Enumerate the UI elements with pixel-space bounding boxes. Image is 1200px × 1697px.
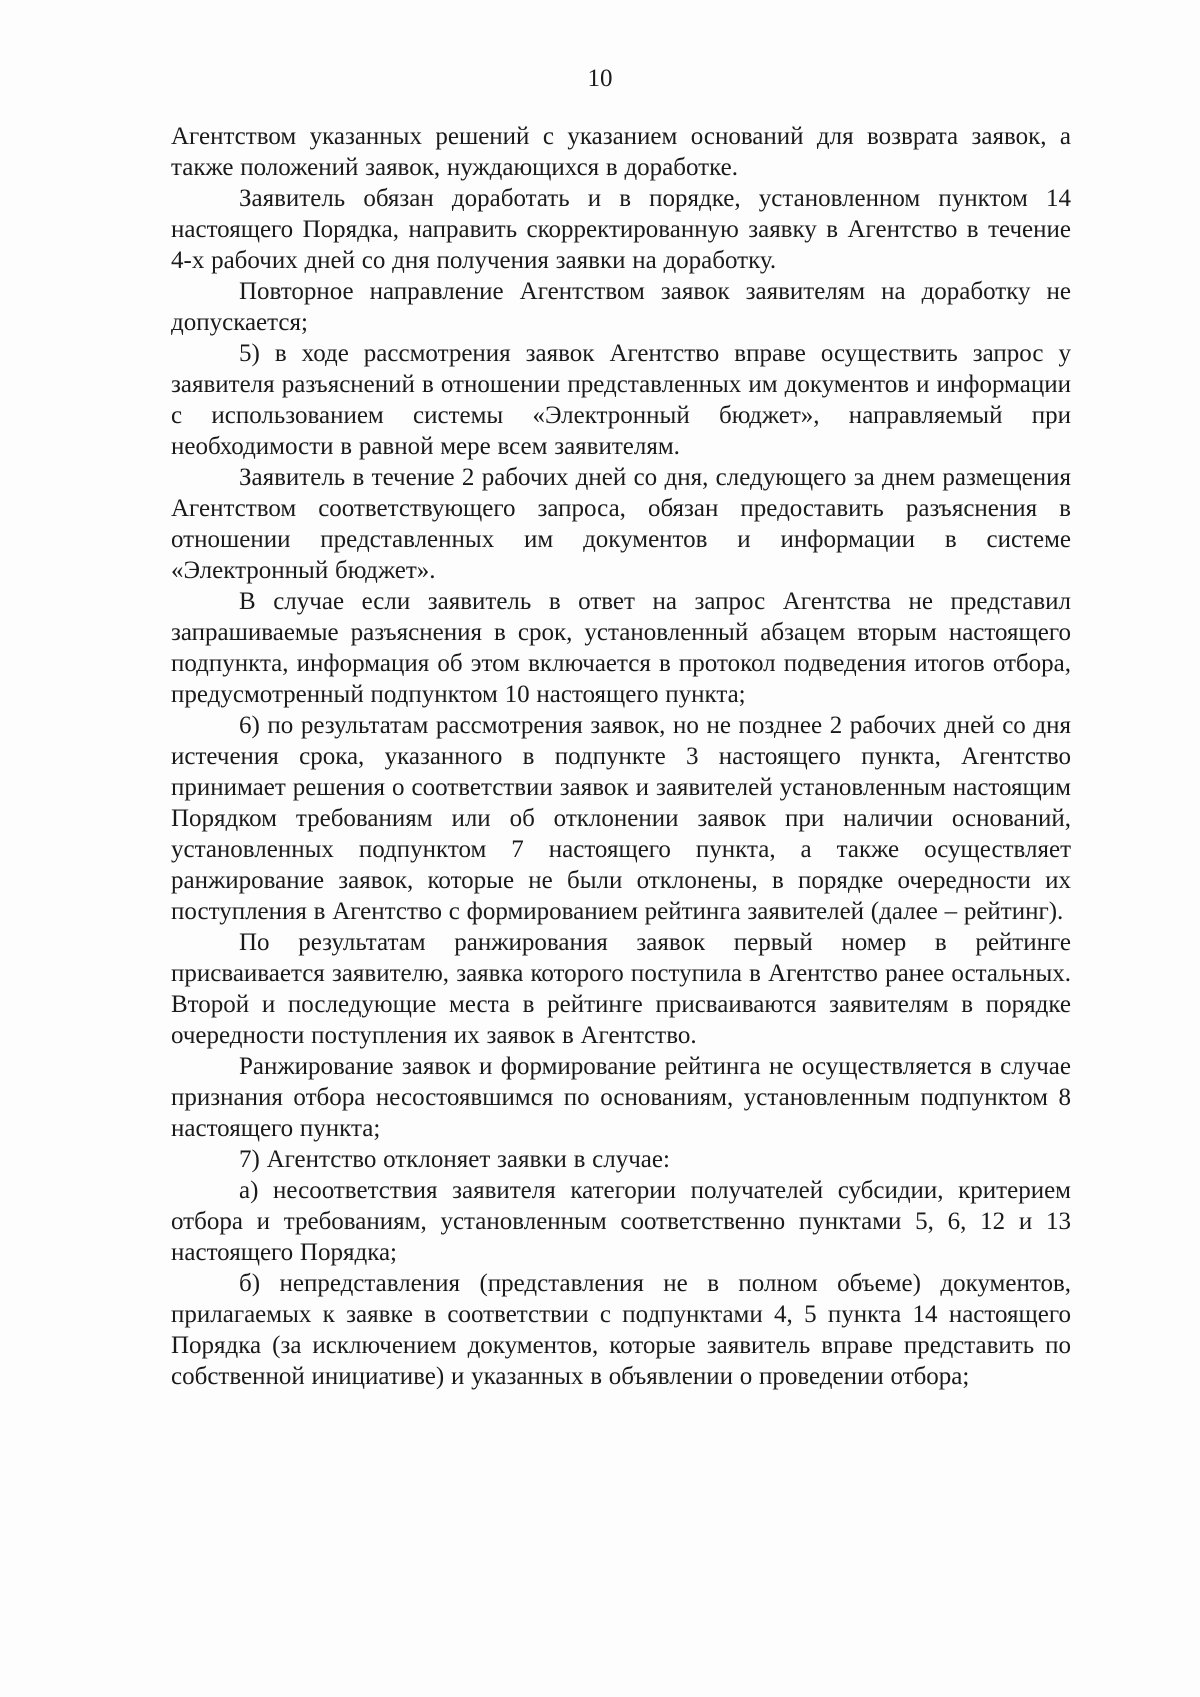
paragraph: а) несоответствия заявителя категории получателей субсидии, критерием отбора и требованиям, установленным соответственно пунктами 5, 6, 12 и 13 настоящего Порядка;: [171, 1177, 1071, 1266]
page-number: 10: [587, 65, 613, 92]
paragraph: б) непредставления (представления не в полном объеме) документов, прилагаемых к заявке в соответствии с подпунктами 4, 5 пункта 14 настоящего Порядка (за исключением документов, которые заявитель вправе представить по собственной инициативе) и указанных в объявлении о проведении отбора;: [171, 1270, 1071, 1390]
paragraph: Повторное направление Агентством заявок заявителям на доработку не допускается;: [171, 278, 1071, 336]
paragraph-continuation: Агентством указанных решений с указанием оснований для возврата заявок, а также положений заявок, нуждающихся в доработке.: [171, 123, 1071, 181]
document-body: [171, 121, 1071, 1392]
paragraph: 7) Агентство отклоняет заявки в случае:: [239, 1146, 670, 1173]
paragraph: По результатам ранжирования заявок первый номер в рейтинге присваивается заявителю, заявка которого поступила в Агентство ранее остальных. Второй и последующие места в рейтинге присваиваются заявителям в порядке очередности поступления их заявок в Агентство.: [171, 929, 1071, 1049]
paragraph: 6) по результатам рассмотрения заявок, но не позднее 2 рабочих дней со дня истечения срока, указанного в подпункте 3 настоящего пункта, Агентство принимает решения о соответствии заявок и заявителей установленным настоящим Порядком требованиям или об отклонении заявок при наличии оснований, установленных подпунктом 7 настоящего пункта, а также осуществляет ранжирование заявок, которые не были отклонены, в порядке очередности их поступления в Агентство с формированием рейтинга заявителей (далее – рейтинг).: [171, 712, 1071, 925]
paragraph: Заявитель обязан доработать и в порядке, установленном пунктом 14 настоящего Порядка, направить скорректированную заявку в Агентство в течение 4-х рабочих дней со дня получения заявки на доработку.: [171, 185, 1071, 274]
paragraph: Ранжирование заявок и формирование рейтинга не осуществляется в случае признания отбора несостоявшимся по основаниям, установленным подпунктом 8 настоящего пункта;: [171, 1053, 1071, 1142]
paragraph: 5) в ходе рассмотрения заявок Агентство вправе осуществить запрос у заявителя разъяснений в отношении представленных им документов и информации с использованием системы «Электронный бюджет», направляемый при необходимости в равной мере всем заявителям.: [171, 340, 1071, 460]
paragraph: В случае если заявитель в ответ на запрос Агентства не представил запрашиваемые разъяснения в срок, установленный абзацем вторым настоящего подпункта, информация об этом включается в протокол подведения итогов отбора, предусмотренный подпунктом 10 настоящего пункта;: [171, 588, 1071, 708]
paragraph: Заявитель в течение 2 рабочих дней со дня, следующего за днем размещения Агентством соответствующего запроса, обязан предоставить разъяснения в отношении представленных им документов и информации в системе «Электронный бюджет».: [171, 464, 1071, 584]
